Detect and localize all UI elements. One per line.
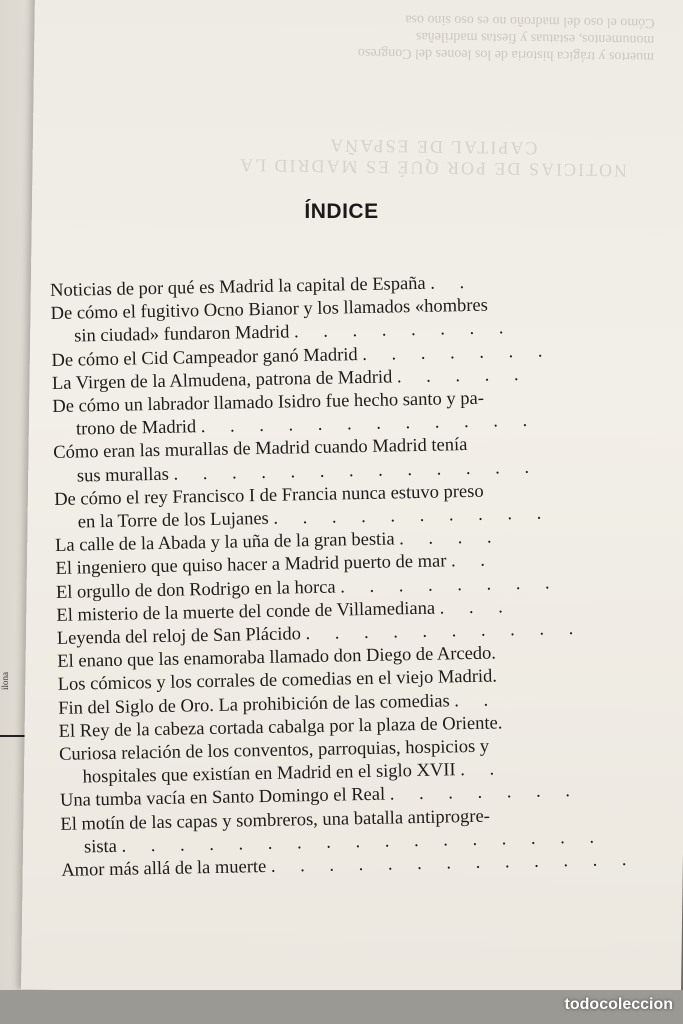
toc-leader-dots: . . . [439,597,514,619]
toc-entry-text: El misterio de la muerte del conde de Villamediana [56,598,436,626]
toc-entry-text: en la Torre de los Lujanes [54,508,269,533]
toc-leader-dots: . . . . . . . . . . [273,503,552,529]
toc-entry-text: Fin del Siglo de Oro. La prohibición de las comedias [58,691,450,719]
bleed-through-text [234,8,655,65]
toc-leader-dots: . . [454,690,499,711]
toc-leader-dots: . . . . . . . [362,340,553,365]
toc-leader-dots: . . . . [399,527,502,550]
toc-entry-text: sin ciudad» fundaron Madrid [50,322,290,348]
toc-entry-text: La calle de la Abada y la uña de la gran bestia [54,529,395,557]
toc-entry-text: sista [60,836,118,858]
bleed-line: muertos y trágica historia de los leones del Congreso [357,44,655,65]
toc-leader-dots: . . [460,759,505,781]
toc-entry-text: El ingeniero que quiso hacer a Madrid puerto de mar [55,551,447,580]
toc-leader-dots: . . . . . . . . [293,318,514,343]
toc-entry-text: El orgullo de don Rodrigo en la horca [55,577,336,603]
toc-entry-text: De cómo el fugitivo Ocno Bianor y los llamados «hombres [50,295,489,325]
watermark: todocoleccion [564,996,673,1013]
toc-entry-text: hospitales que existían en Madrid en el siglo XVII [59,760,456,789]
bleed-through-title: NOTICIAS DE POR QUÉ ES MADRID LA CAPITAL DE ESPAÑA [237,135,628,181]
toc-entry-text: De cómo el rey Francisco I de Francia nunca estuvo preso [54,481,484,510]
page-title: ÍNDICE [304,200,379,223]
table-of-contents [50,268,661,883]
toc-entry-text: La Virgen de la Almudena, patrona de Madrid [51,367,393,394]
toc-entry-text: De cómo un labrador llamado Isidro fue hecho santo y pa- [52,388,485,417]
toc-entry-text: Una tumba vacía en Santo Domingo el Real [59,785,386,812]
toc-entry-text: Noticias de por qué es Madrid la capital de España [50,273,426,301]
toc-entry-text: El Rey de la cabeza cortada cabalga por la plaza de Oriente. [58,713,503,742]
toc-leader-dots: . . [450,550,496,572]
toc-entry-text: trono de Madrid [52,417,197,441]
toc-entry-text: Amor más allá de la muerte [61,857,267,881]
toc-entry-text: sus murallas [53,464,170,487]
toc-entry-text: De cómo el Cid Campeador ganó Madrid [51,344,358,371]
toc-leader-dots: . . . . . . . . . . . . . [270,849,637,877]
bleed-line: Cómo el oso del madroño no es oso sino osa [405,11,655,31]
toc-leader-dots: . . . . . [396,364,529,388]
toc-leader-dots: . . . . . . . . . . . . . . . . . [121,827,605,857]
toc-entry-text: Leyenda del reloj de San Plácido [56,624,302,649]
toc-entry-text: Los cómicos y los corrales de comedias en el viejo Madrid. [57,666,498,696]
toc-entry-text: Cómo eran las murallas de Madrid cuando Madrid tenía [53,435,468,464]
toc-leader-dots: . . . . . . . . [340,572,560,598]
toc-leader-dots: . . . . . . . . . . . . . [173,457,540,485]
bleed-line: monumentos, estatuas y fiestas madrileñas [415,28,655,48]
toc-entry-text: Curiosa relación de los conventos, parroquias, hospicios y [58,736,490,765]
toc-leader-dots: . . [430,272,475,294]
left-page-mark: ilona [0,672,10,690]
toc-entry-text: El enano que las enamoraba llamado don Diego de Arcedo. [57,643,497,673]
toc-leader-dots: . . . . . . . . . . . . [200,410,538,438]
toc-entry-text: El motín de las capas y sombreros, una batalla antiprogre- [60,806,491,835]
toc-leader-dots: . . . . . . . [389,781,581,806]
toc-leader-dots: . . . . . . . . . . [305,618,584,645]
